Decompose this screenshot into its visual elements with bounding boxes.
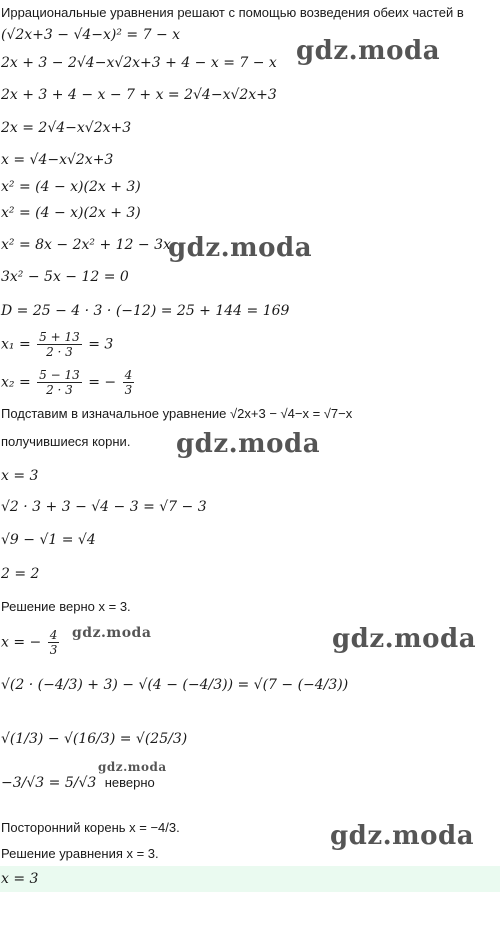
solution-text: Решение уравнения x = 3. [1, 846, 159, 861]
wrong-text: неверно [104, 775, 155, 790]
c5-denominator: 3 [49, 643, 58, 657]
check-line-3: √9 − √1 = √4 [1, 532, 96, 548]
c5-lhs: x = − [1, 634, 42, 651]
watermark: gdz.moda [98, 760, 167, 774]
x1-numerator: 5 + 13 [39, 330, 80, 344]
c5-fraction [48, 628, 60, 657]
check-line-6: √(2 · (−4/3) + 3) − √(4 − (−4/3)) = √(7 − (−4/3)) [1, 677, 349, 693]
intro-text: Иррациональные уравнения решают с помощью возведения обеих частей в [1, 5, 464, 20]
equation-line-1: (√2x+3 − √4−x)² = 7 − x [1, 27, 181, 43]
substitution-text: Подставим в изначальное уравнение √2x+3 − √4−x = √7−x [1, 406, 353, 421]
equation-line-3: 2x + 3 + 4 − x − 7 + x = 2√4−x√2x+3 [1, 87, 277, 103]
equation-line-4: 2x = 2√4−x√2x+3 [1, 120, 132, 136]
x1-denominator: 2 · 3 [46, 345, 73, 359]
equation-line-9: 3x² − 5x − 12 = 0 [1, 269, 129, 285]
x1-lhs: x₁ = [1, 336, 31, 353]
x2-lhs: x₂ = [1, 374, 31, 391]
watermark: gdz.moda [72, 625, 152, 641]
watermark: gdz.moda [296, 36, 441, 66]
equation-line-8: x² = 8x − 2x² + 12 − 3x [1, 237, 171, 253]
check-line-4: 2 = 2 [1, 566, 40, 582]
roots-text: получившиеся корни. [1, 434, 131, 449]
check-line-2: √2 · 3 + 3 − √4 − 3 = √7 − 3 [1, 499, 207, 515]
c5-numerator: 4 [49, 628, 58, 642]
watermark: gdz.moda [330, 821, 475, 851]
equation-line-2: 2x + 3 − 2√4−x√2x+3 + 4 − x = 7 − x [1, 55, 277, 71]
check-line-5 [1, 628, 61, 657]
check-line-7: √(1/3) − √(16/3) = √(25/3) [1, 731, 188, 747]
x2-rhs: = − [88, 374, 117, 391]
equation-line-6: x² = (4 − x)(2x + 3) [1, 179, 141, 195]
x2-result-den: 3 [124, 383, 133, 397]
equation-line-7: x² = (4 − x)(2x + 3) [1, 205, 141, 221]
root-x1 [1, 330, 113, 359]
x2-numerator: 5 − 13 [39, 368, 80, 382]
x2-result-fraction [123, 368, 135, 397]
answer-line: x = 3 [1, 871, 39, 887]
check-line-8 [1, 774, 155, 792]
x1-fraction [37, 330, 82, 359]
discriminant-line: D = 25 − 4 · 3 · (−12) = 25 + 144 = 169 [1, 303, 290, 319]
answer-highlight [0, 866, 500, 892]
check-line-1: x = 3 [1, 468, 39, 484]
x2-fraction [37, 368, 82, 397]
x2-result-num: 4 [124, 368, 133, 382]
watermark: gdz.moda [332, 624, 477, 654]
extraneous-text: Посторонний корень x = −4/3. [1, 820, 180, 835]
x1-rhs: = 3 [88, 336, 114, 353]
root-x2 [1, 368, 136, 397]
equation-line-5: x = √4−x√2x+3 [1, 152, 114, 168]
watermark: gdz.moda [168, 233, 313, 263]
x2-denominator: 2 · 3 [46, 383, 73, 397]
correct-text: Решение верно x = 3. [1, 599, 131, 614]
watermark: gdz.moda [176, 429, 321, 459]
c8-equation: −3/√3 = 5/√3 [1, 775, 97, 791]
